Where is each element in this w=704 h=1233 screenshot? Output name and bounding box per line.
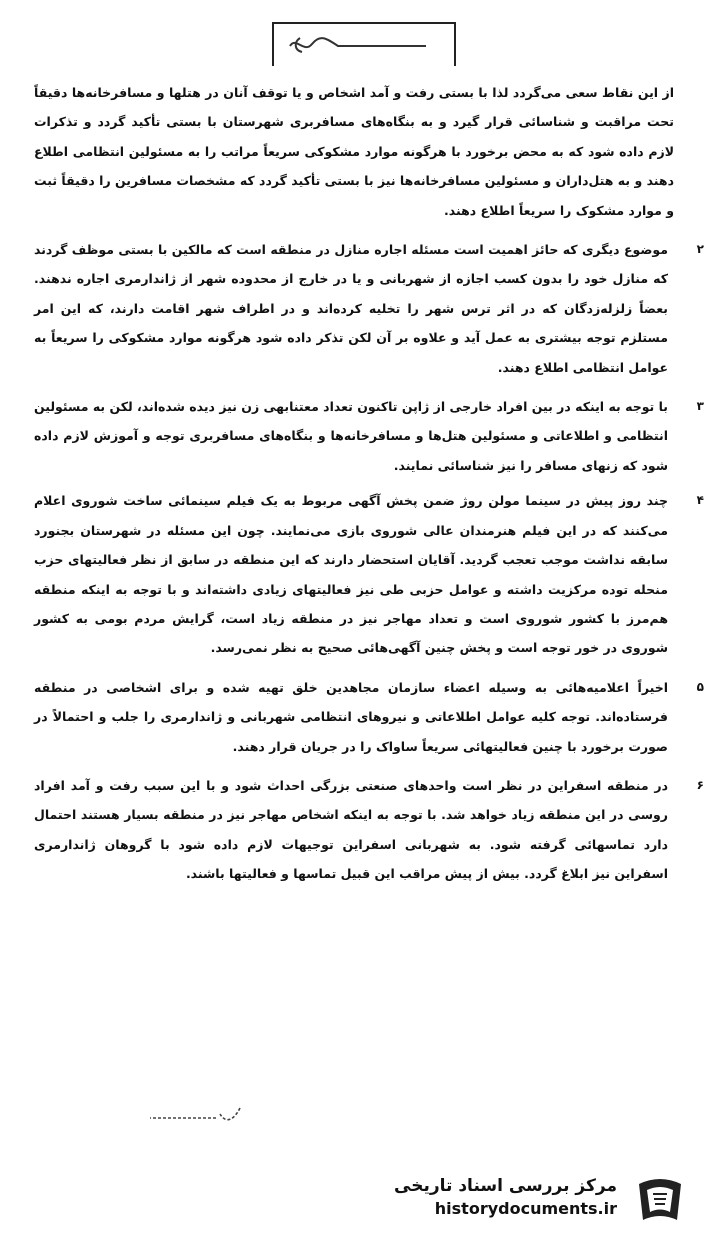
- paragraph-3-number: ۳: [696, 399, 704, 414]
- document-body: [34, 78, 704, 889]
- watermark-url: historydocuments.ir: [434, 1199, 617, 1218]
- signature-scribble-icon: [130, 1100, 250, 1130]
- archive-watermark: [394, 1170, 695, 1226]
- paragraph-5-number: ۵: [696, 679, 704, 694]
- paragraph-4: [34, 486, 704, 662]
- paragraph-3-text: با توجه به اینکه در بین افراد خارجی از ژاپن تاکنون تعداد معتنابهی زن نیز دیده شده‌اند، لکن به مسئولین انتظامی و اطلاعاتی و مسئولین هتل‌ها و مسافرخانه‌ها و بنگاه‌های مسافربری توجه و آموزش لازم داده شود که زنهای مسافر را نیز شناسائی نمایند.: [34, 399, 668, 473]
- watermark-title: مرکز بررسی اسناد تاریخی: [394, 1176, 617, 1196]
- paragraph-1-text: از این نقاط سعی می‌گردد لذا با بستی رفت و آمد اشخاص و یا توقف آنان در هتلها و مسافرخانه‌ها دقیقاً تحت مراقبت و شناسائی قرار گیرد و به بنگاه‌های مسافربری شهرستان با بستی تأکید گردد و تذکرات لازم داده شود که به محض برخورد با هرگونه موارد مشکوکی سریعاً مراتب را به مسئولین انتظامی اطلاع دهند و به هتل‌داران و مسئولین مسافرخانه‌ها نیز با بستی تأکید گردد که مشخصات مسافرین را دقیقاً ثبت و موارد مشکوک را سریعاً اطلاع دهند.: [34, 85, 674, 218]
- paragraph-4-number: ۴: [696, 493, 704, 508]
- archive-logo-icon: [633, 1174, 687, 1224]
- paragraph-6-number: ۶: [696, 777, 704, 792]
- paragraph-5: [34, 673, 704, 761]
- paragraph-4-text: چند روز پیش در سینما مولن روژ ضمن پخش آگهی مربوط به یک فیلم سینمائی ساخت شوروی اعلام می‌کنند که در این فیلم هنرمندان عالی شوروی بازی می‌نمایند. چون این مسئله در شهرستان بجنورد سابقه نداشت موجب تعجب گردید. آقایان استحضار دارند که این منطقه در سابق از نظر فعالیتهای حزب منحله توده مرکزیت داشته و عوامل حزبی طی نیز فعالیتهای زیادی داشته‌اند و با توجه به اینکه منطقه هم‌مرز با کشور شوروی است و تعداد مهاجر نیز در منطقه زیاد است، گرایش مردم بومی به کشور شوروی در خور توجه است و پخش چنین آگهی‌هائی صحیح به نظر نمی‌رسد.: [34, 493, 668, 656]
- paragraph-6-text: در منطقه اسفراین در نظر است واحدهای صنعتی بزرگی احداث شود و با این سبب رفت و آمد افراد روسی در این منطقه زیاد خواهد شد. با توجه به اینکه اشخاص مهاجر نیز در منطقه بسیار هستند احتمال دارد تماسهائی گرفته شود. به شهربانی اسفراین توجیهات لازم داده شود با گروهان ژاندارمری اسفراین نیز ابلاغ گردد. بیش از پیش مراقب این قبیل تماسها و فعالیتها باشند.: [34, 777, 668, 882]
- paragraph-6: [34, 771, 704, 889]
- paragraph-2: [34, 235, 704, 382]
- paragraph-5-text: اخیراً اعلامیه‌هائی به وسیله اعضاء سازمان مجاهدین خلق تهیه شده و برای اشخاصی در منطقه فرستاده‌اند. توجه کلیه عوامل اطلاعاتی و نیروهای انتظامی شهربانی و ژاندارمری را جلب و احتمالاً در صورت برخورد با چنین فعالیتهائی سریعاً ساواک را در جریان قرار دهند.: [34, 679, 668, 754]
- paragraph-2-number: ۲: [696, 242, 704, 257]
- stamp-scribble-icon: [286, 32, 436, 56]
- paragraph-1: [34, 78, 674, 225]
- paragraph-3: [34, 392, 704, 480]
- paragraph-2-text: موضوع دیگری که حائز اهمیت است مسئله اجاره منازل در منطقه است که مالکین با بستی موظف گردند که منازل خود را بدون کسب اجازه از شهربانی و یا در خارج از محدوده شهر از ژاندارمری اجاره ندهند. بعضاً زلزله‌زدگان که در اثر ترس شهر را تخلیه کرده‌اند و در اطراف شهر اقامت دارند، که این امر مستلزم توجه بیشتری به عمل آید و علاوه بر آن لکن تذکر داده شود هرگونه موارد مشکوکی را سریعاً به عوامل انتظامی اطلاع دهند.: [34, 242, 668, 375]
